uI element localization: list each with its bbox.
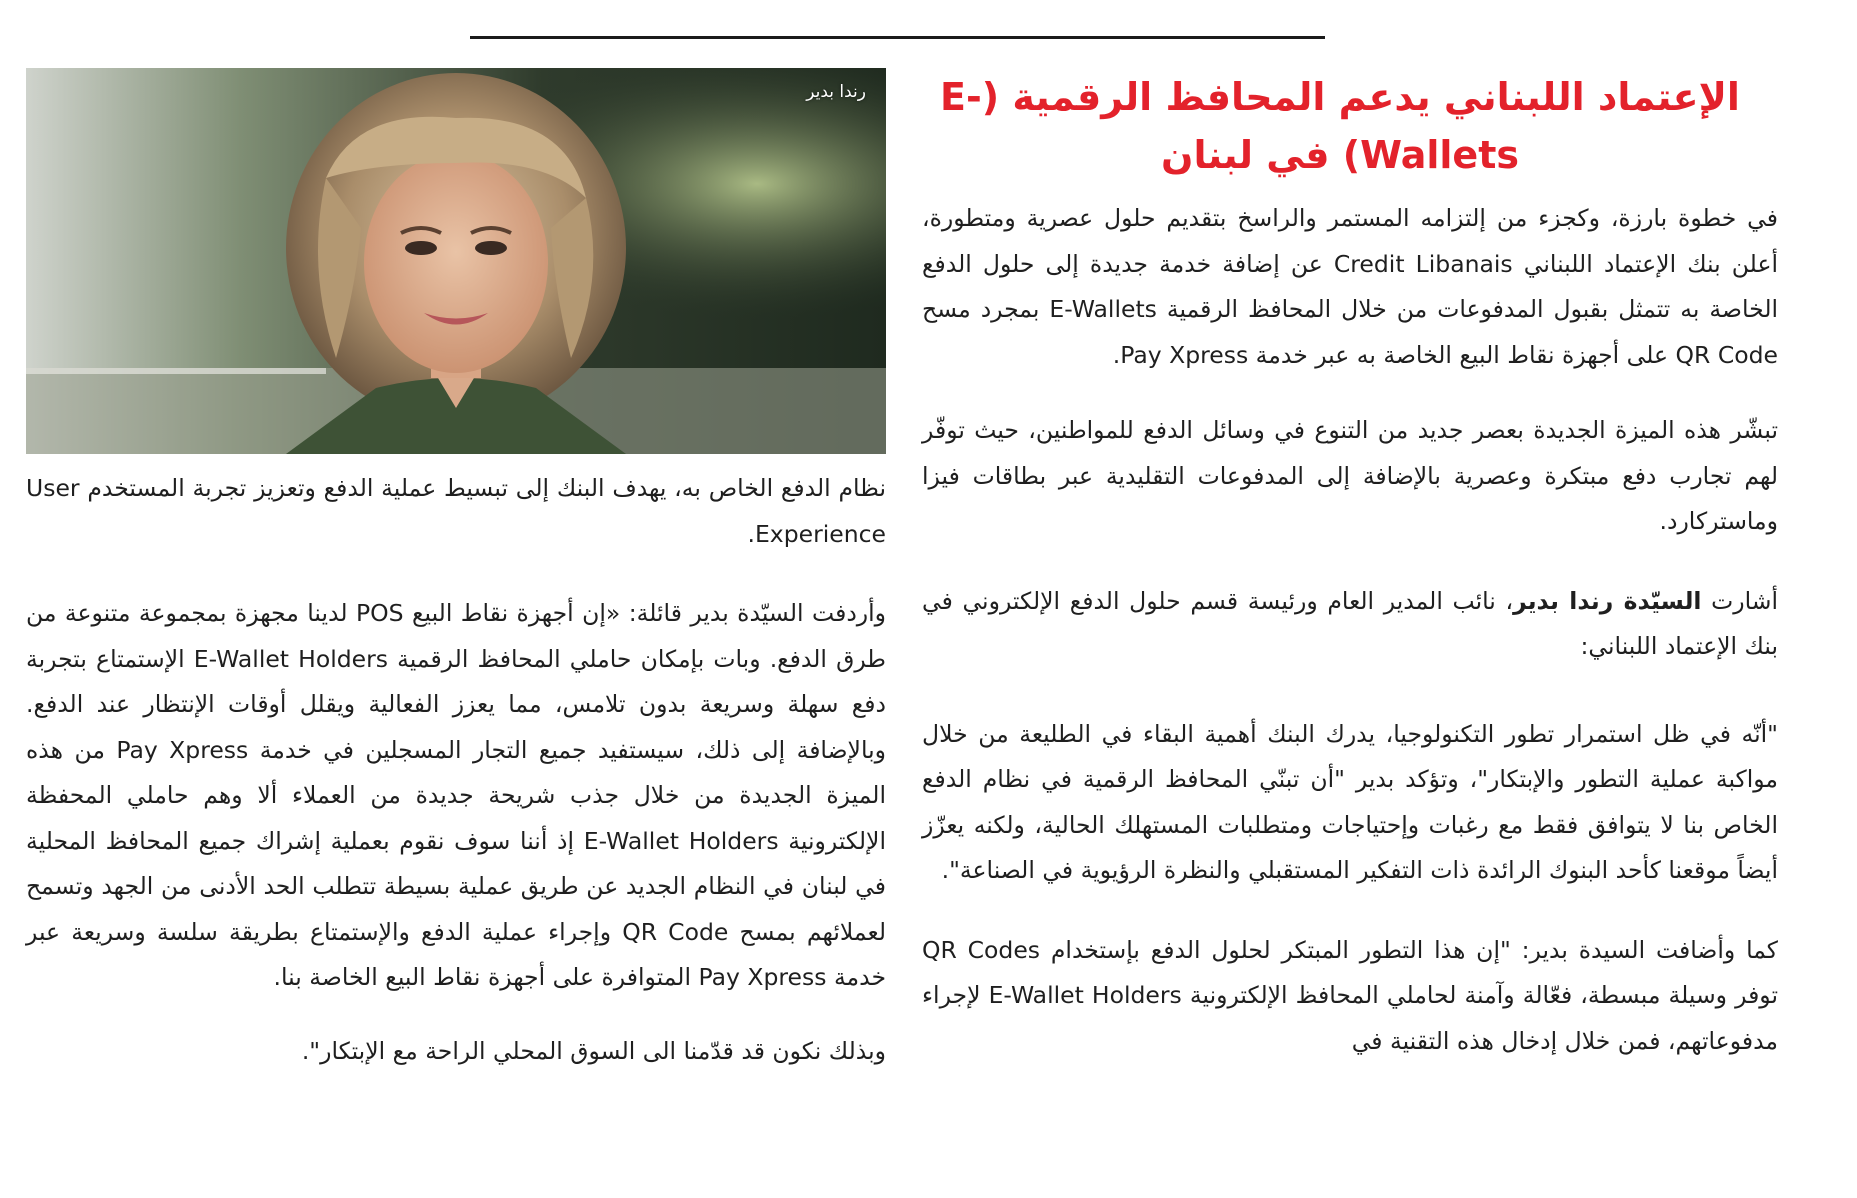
speaker-name: السيّدة رندا بدير bbox=[1513, 586, 1702, 615]
speaker-intro-rest: ، نائب المدير العام ورئيسة قسم حلول الدفع الإلكتروني في بنك الإعتماد اللبناني: bbox=[922, 586, 1778, 660]
portrait-illustration bbox=[26, 68, 886, 454]
paragraph-intro: في خطوة بارزة، وكجزء من إلتزامه المستمر والراسخ بتقديم حلول عصرية ومتطورة، أعلن بنك الإعتماد اللبناني Credit Libanais عن إضافة خدمة جديدة إلى حلول الدفع الخاصة به تتمثل بقبول المدفوعات من خلال المحافظ الرقمية E-Wallets بمجرد مسح QR Code على أجهزة نقاط البيع الخاصة به عبر خدمة Pay Xpress. bbox=[922, 204, 1779, 369]
top-divider-rule bbox=[470, 36, 1325, 39]
paragraph-continuation: نظام الدفع الخاص به، يهدف البنك إلى تبسيط عملية الدفع وتعزيز تجربة المستخدم User Experience. bbox=[26, 474, 886, 548]
paragraph-quote-2: كما وأضافت السيدة بدير: "إن هذا التطور المبتكر لحلول الدفع بإستخدام QR Codes توفر وسيلة مبسطة، فعّالة وآمنة لحاملي المحافظ الإلكترونية E-Wallet Holders لإجراء مدفوعاتهم، فمن خلال إدخال هذه التقنية في bbox=[922, 935, 1778, 1055]
article-headline: الإعتماد اللبناني يدعم المحافظ الرقمية (E-Wallets) في لبنان bbox=[940, 75, 1740, 177]
paragraph-pos-quote: وأردفت السيّدة بدير قائلة: «إن أجهزة نقاط البيع POS لدينا مجهزة بمجموعة متنوعة من طرق الدفع. وبات بإمكان حاملي المحافظ الرقمية E-Wallet Holders الإستمتاع بتجربة دفع سهلة وسريعة بدون تلامس، مما يعزز الفعالية ويقلل أوقات الإنتظار عند الدفع. وبالإضافة إلى ذلك، سيستفيد جميع التجار المسجلين في خدمة Pay Xpress من هذه الميزة الجديدة من خلال جذب شريحة جديدة من العملاء ألا وهم حاملي المحفظة الإلكترونية E-Wallet Holders إذ أننا سوف نقوم بعملية إشراك جميع المحافظ المحلية في لبنان في النظام الجديد عن طريق عملية بسيطة تتطلب الحد الأدنى من الجهد وتسمح لعملائهم بمسح QR Code وإجراء عملية الدفع والإستمتاع بطريقة سلسة وسريعة عبر خدمة Pay Xpress المتوافرة على أجهزة نقاط البيع الخاصة بنا. bbox=[26, 599, 887, 991]
photo-caption: رندا بدير bbox=[806, 82, 866, 102]
paragraph-new-feature: تبشّر هذه الميزة الجديدة بعصر جديد من التنوع في وسائل الدفع للمواطنين، حيث توفّر لهم تجارب دفع مبتكرة وعصرية بالإضافة إلى المدفوعات التقليدية عبر بطاقات فيزا وماستركارد. bbox=[922, 416, 1778, 535]
paragraph-quote-1: "أنّه في ظل استمرار تطور التكنولوجيا، يدرك البنك أهمية البقاء في الطليعة من خلال مواكبة عملية التطور والإبتكار"، وتؤكد بدير "أن تبنّي المحافظ الرقمية في نظام الدفع الخاص بنا لا يتوافق فقط مع رغبات وإحتياجات ومتطلبات المستهلك الحالية، ولكنه يعزّز أيضاً موقعنا كأحد البنوك الرائدة ذات التفكير المستقبلي والنظرة الرؤيوية في الصناعة". bbox=[922, 719, 1778, 884]
article-left-column bbox=[26, 466, 886, 1074]
speaker-intro-prefix: أشارت bbox=[1711, 586, 1778, 615]
paragraph-speaker-intro bbox=[922, 579, 1778, 670]
paragraph-closing: وبذلك نكون قد قدّمنا الى السوق المحلي الراحة مع الإبتكار". bbox=[301, 1036, 886, 1065]
portrait-photo bbox=[26, 68, 886, 454]
article-right-column bbox=[922, 196, 1778, 1064]
